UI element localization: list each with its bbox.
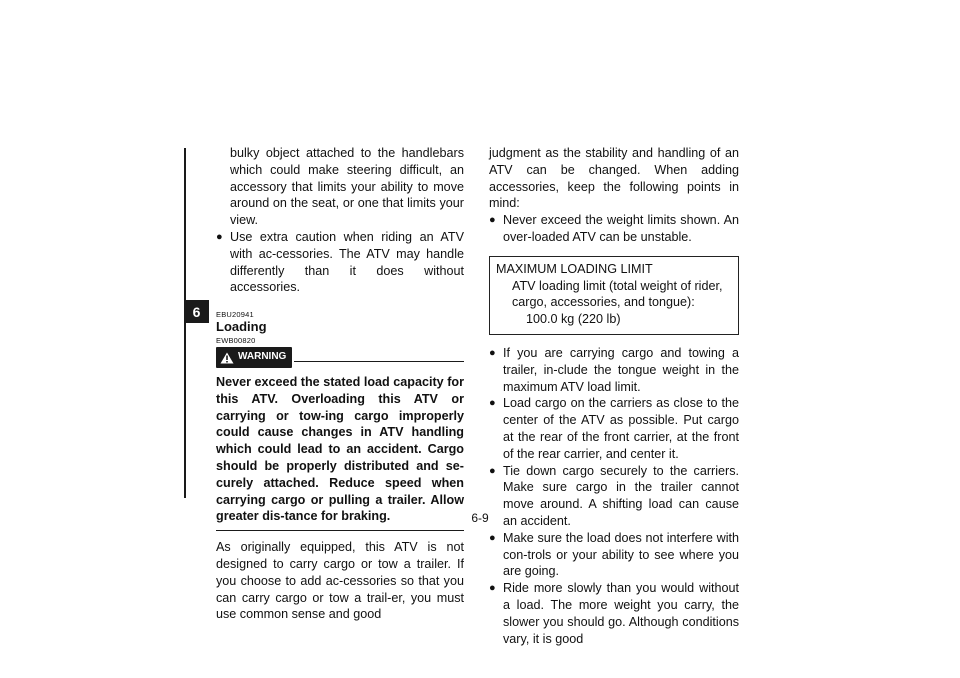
- section-title: Loading: [216, 319, 267, 335]
- after-warning-paragraph: As originally equipped, this ATV is not designed to carry cargo or tow a trailer. If you choose to add ac-cessories so that you can carry cargo or tow a trail-er, you must use common sense and good: [216, 540, 464, 622]
- warning-label: WARNING: [238, 351, 287, 363]
- warning-header: [216, 347, 464, 368]
- continued-paragraph: bulky object attached to the handlebars which could make steering difficult, an accessory that limits your ability to move around on the seat, or one that limits your view.: [230, 146, 464, 228]
- chapter-margin-line: [184, 148, 186, 498]
- loading-limit-box: [489, 256, 739, 335]
- bullet-weight-limits: ● Never exceed the weight limits shown. An over-loaded ATV can be unstable.: [489, 212, 739, 246]
- warning-badge: [216, 347, 292, 368]
- continued-paragraph-right: judgment as the stability and handling of an ATV can be changed. When adding accessories, keep the following points in mind:: [489, 146, 739, 211]
- right-column: [489, 145, 739, 647]
- bullet-ride-slowly: ● Ride more slowly than you would without a load. The more weight you carry, the slower you should go. Although conditions vary, it is good: [489, 580, 739, 647]
- bullet-tie-down: ● Tie down cargo securely to the carriers. Make sure cargo in the trailer cannot move around. A shifting load can cause an accident.: [489, 463, 739, 530]
- bullet-accessories: ● Use extra caution when riding an ATV with ac-cessories. The ATV may handle differently than it does without accessories.: [216, 229, 464, 296]
- warning-code: EWB00820: [216, 336, 256, 346]
- warning-text: Never exceed the stated load capacity for this ATV. Overloading this ATV or carrying or tow-ing cargo improperly could cause changes in ATV handling which could lead to an accident. Cargo should be properly distributed and se-curely attached. Reduce speed when carrying cargo or pulling a trailer. Allow greater dis-tance for braking.: [216, 374, 464, 531]
- bullet-tongue-weight: ● If you are carrying cargo and towing a trailer, in-clude the tongue weight in the maximum ATV load limit.: [489, 345, 739, 395]
- section-code: EBU20941: [216, 310, 254, 320]
- bullet-load-center: ● Load cargo on the carriers as close to the center of the ATV as possible. Put cargo at the rear of the front carrier, at the front of the rear carrier, and center it.: [489, 395, 739, 462]
- left-column: [216, 145, 464, 623]
- box-description: ATV loading limit (total weight of rider, cargo, accessories, and tongue):: [512, 278, 723, 310]
- bullet-no-interference: ● Make sure the load does not interfere with con-trols or your ability to see where you are going.: [489, 530, 739, 580]
- page-number: 6-9: [471, 511, 489, 525]
- warning-rule: [294, 361, 464, 362]
- box-value: 100.0 kg (220 lb): [526, 312, 621, 327]
- warning-triangle-icon: [220, 352, 234, 364]
- chapter-tab: 6: [184, 300, 209, 323]
- box-title: MAXIMUM LOADING LIMIT: [496, 261, 653, 276]
